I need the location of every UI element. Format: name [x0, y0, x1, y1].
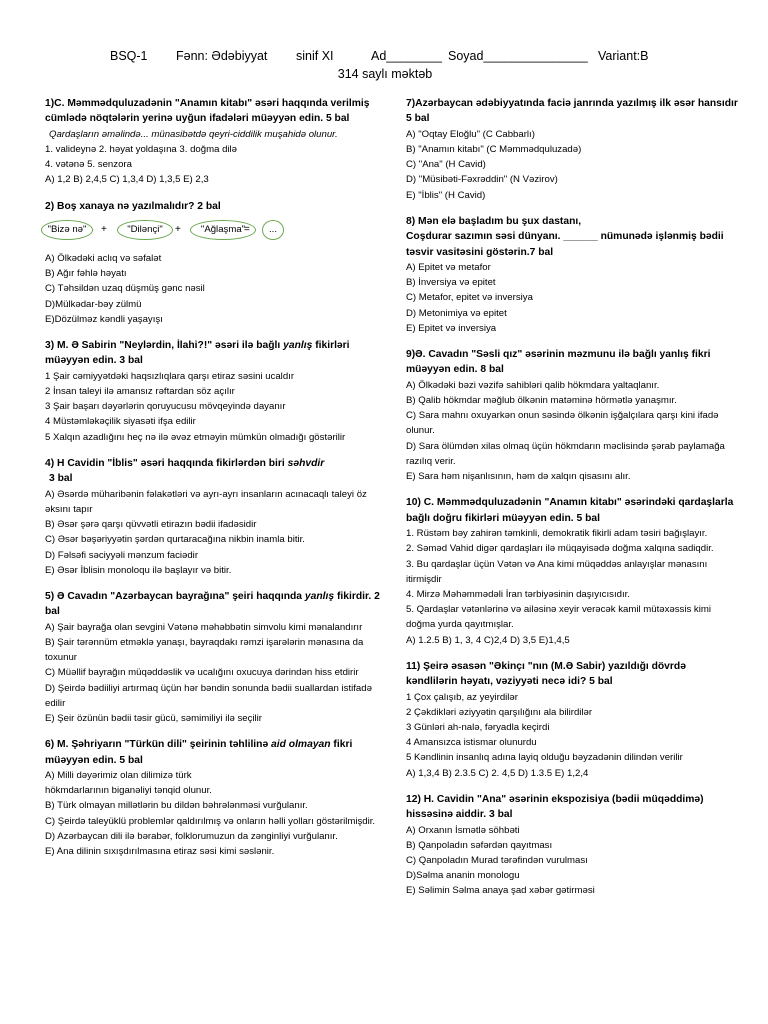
question-title: [45, 589, 380, 620]
option: B) Türk olmayan millətlərin bu dildən bəhrələnməsi vurğulanır.: [45, 800, 308, 812]
question-title: 10) C. Məmmədquluzadənin "Anamın kitabı" əsərindəki qardaşlarla bağlı doğru fikirləri müəyyən edin. 5 bal: [406, 497, 734, 524]
option: D) Fəlsəfi səciyyəli mənzum faciədir: [45, 549, 199, 561]
option: 4. Mirzə Məhəmmədəli İran tərbiyəsinin daşıyıcısıdır.: [406, 588, 630, 600]
option: C) Müəllif bayrağın müqəddəslik və ucalığını oxucuya dərindən hiss etdirir: [45, 667, 359, 679]
option: C) Təhsildən uzaq düşmüş gənc nəsil: [45, 283, 205, 295]
subject: Fənn: Ədəbiyyat: [176, 49, 268, 63]
option: 3 Şair başarı dəyərlərin qoruyucusu mövqeyində dayanır: [45, 401, 286, 413]
surname-field: Soyad_______________: [448, 49, 588, 63]
option: A) Ölkədəki aclıq və səfalət: [45, 253, 162, 265]
title-part: fikirdir. 2 bal: [45, 590, 380, 618]
option: D) Şeirdə bədiiliyi artırmaq üçün hər bəndin sonunda bədii suallardan istifadə edilir: [45, 682, 372, 709]
title-part: fikirləri müəyyən edin. 3 bal: [45, 340, 350, 367]
option: E) Ana dilinin sıxışdırılmasına etiraz səsi kimi səslənir.: [45, 845, 275, 857]
option: E) Əsər İblisin monoloqu ilə başlayır və bitir.: [45, 564, 232, 576]
answer-options: A) 1.2.5 B) 1, 3, 4 C)2,4 D) 3,5 E)1,4,5: [406, 634, 570, 646]
option: 2 Çəkdikləri əziyyətin qarşılığını ala bilirdilər: [406, 706, 593, 718]
option: B) Qalib hökmdar məğlub ölkənin matəminə hörmətlə yanaşmır.: [406, 395, 677, 407]
title-emphasis: səhvdir: [287, 457, 325, 469]
question-title: [406, 214, 740, 260]
option: E) Epitet və inversiya: [406, 322, 497, 334]
title-part: 4) H Cavidin "İblis" əsəri haqqında fikirlərdən biri: [45, 457, 288, 469]
option: C) Əsər bəşəriyyətin şərdən qurtaracağına nikbin inamla bitir.: [45, 534, 305, 546]
option: 4 Müstəmləkəçilik siyasəti ifşa edilir: [45, 416, 196, 428]
option: D)Səlma ananin monologu: [406, 870, 520, 882]
option: 5. Qardaşlar vətənlərinə və ailəsinə xeyir verəcək kamil mütəxəssis kimi doğma yurda qayıtmışlar.: [406, 604, 711, 631]
word-chain: [45, 220, 380, 244]
option: B) Qanpoladın səfərdən qayıtması: [406, 839, 553, 851]
title-emphasis: aid olmayan: [271, 739, 331, 751]
question-7: [406, 96, 740, 203]
question-3: [45, 338, 380, 445]
option: 2 İnsan taleyi ilə amansız rəftardan söz açılır: [45, 386, 235, 398]
option: A) Şair bayrağa olan sevgini Vətənə məhəbbətin simvolu kimi mənalandırır: [45, 621, 363, 633]
option: B) Şair tərənnüm etməklə yanaşı, bayraqdakı rəmzi işarələrin mənasına da toxunur: [45, 636, 364, 664]
question-1: [45, 96, 380, 188]
question-title: [45, 456, 380, 487]
question-10: [406, 495, 740, 647]
name-field: Ad________: [371, 49, 442, 63]
question-title: [45, 737, 380, 768]
title-part: 8) Mən elə başladım bu şux dastanı,: [406, 215, 582, 227]
exam-header: [0, 49, 768, 81]
variant: Variant:B: [598, 49, 649, 63]
option: E) Şeir özünün bədii təsir gücü, səmimiliyi ilə seçilir: [45, 712, 263, 724]
blank-term: ...: [262, 220, 284, 240]
option: E) Sara həm nişanlısının, həm də xalqın qisasını alır.: [406, 471, 631, 483]
option: 1 Şair cəmiyyətdəki haqsızlıqlara qarşı etiraz səsini ucaldır: [45, 370, 295, 382]
option: A) "Oqtay Eloğlu" (C Cabbarlı): [406, 128, 535, 140]
chain-term: "Bizə nə": [41, 220, 93, 240]
option: B) "Anamın kitabı" (C Məmmədquluzadə): [406, 144, 582, 156]
option: E) Səlimin Səlma anaya şad xəbər gətirməsi: [406, 885, 595, 897]
option: D) Sara ölümdən xilas olmaq üçün hökmdarın məclisində şərab paylamağa razılıq verir.: [406, 440, 725, 467]
title-part: 5) Ə Cavadın "Azərbaycan bayrağına" şeiri haqqında: [45, 590, 305, 602]
option: C) Qanpoladın Murad tərəfindən vurulması: [406, 854, 588, 866]
title-emphasis: yanlış: [304, 590, 335, 602]
option: hökmdarlarının biganəliyi tənqid olunur.: [45, 785, 212, 797]
plus-sign: +: [101, 224, 107, 236]
question-2: [45, 199, 380, 327]
chain-term: "Dilənçi": [117, 220, 173, 240]
option: B) Əsər şərə qarşı qüvvətli etirazın bədii ifadəsidir: [45, 519, 257, 531]
option: C) Metafor, epitet və inversiya: [406, 292, 533, 304]
option: 3 Günləri ah-nalə, fəryadla keçirdi: [406, 721, 550, 733]
list-item: 4. vətənə 5. senzora: [45, 159, 132, 171]
list-item: 1. valideynə 2. həyat yoldaşına 3. doğma dilə: [45, 144, 238, 156]
option: B) Ağır fəhlə həyatı: [45, 268, 127, 280]
option: 1 Çox çalışıb, az yeyirdilər: [406, 691, 518, 703]
question-title: 7)Azərbaycan ədəbiyyatında faciə janrında yazılmış ilk əsər hansıdır 5 bal: [406, 98, 738, 125]
plus-sign: +: [175, 224, 181, 236]
option: A) Ölkədəki bəzi vəzifə sahibləri qalib hökmdara yaltaqlanır.: [406, 379, 660, 391]
option: 5 Kəndlinin insanlıq adına layiq olduğu bəyzadənin dilindən verilir: [406, 752, 683, 764]
question-title: 9)Ə. Cavadın "Səsli qız" əsərinin məzmunu ilə bağlı yanlış fikri müəyyən edin. 8 bal: [406, 349, 711, 376]
option: A) Milli dəyərimiz olan dilimizə türk: [45, 769, 192, 781]
title-part: fikri müəyyən edin. 5 bal: [45, 739, 353, 766]
option: E) "İblis" (H Cavid): [406, 189, 486, 201]
school-name: 314 saylı məktəb: [337, 67, 433, 81]
question-5: [45, 589, 380, 726]
option: 4 Amansızca istismar olunurdu: [406, 737, 537, 749]
title-part: 6) M. Şəhriyarın "Türkün dili" şeirinin təhlilinə: [45, 739, 272, 751]
left-column: [45, 96, 380, 870]
option: 3. Bu qardaşlar üçün Vətən və Ana kimi müqəddəs anlayışlar mənasını itirmişdir: [406, 558, 708, 585]
exam-code: BSQ-1: [110, 49, 148, 63]
option: D) Azərbaycan dili ilə bərabər, folklorumuzun da zənginliyi vurğulanır.: [45, 830, 338, 842]
question-prompt: Qardaşların əməlində... münasibətdə qeyri-ciddilik muşahidə olunur.: [49, 128, 338, 140]
question-6: [45, 737, 380, 859]
option: 1. Rüstəm bəy zahirən təmkinli, demokratik fikirli adam təsiri bağışlayır.: [406, 528, 708, 540]
option: A) Orxanın İsmətlə söhbəti: [406, 824, 520, 836]
question-title: 2) Boş xanaya nə yazılmalıdır? 2 bal: [45, 200, 221, 212]
option: A) Epitet və metafor: [406, 262, 491, 274]
option: E)Dözülməz kəndli yaşayışı: [45, 313, 163, 325]
option: 2. Səməd Vahid digər qardaşları ilə müqayisədə doğma xalqına sadiqdir.: [406, 543, 714, 555]
option: C) Şeirdə taleyüklü problemlər qaldırılmış və onların həlli yolları göstərilmişdir.: [45, 815, 376, 827]
question-8: [406, 214, 740, 336]
option: D) Metonimiya və epitet: [406, 307, 507, 319]
option: D)Mülkədar-bəy zülmü: [45, 298, 142, 310]
title-emphasis: yanlış: [283, 340, 313, 352]
class-level: sinif XI: [296, 49, 334, 63]
title-part: Coşdurar sazımın səsi dünyanı. ______ nümunədə işlənmiş bədii təsvir vasitəsini göstərin.7 bal: [406, 231, 724, 258]
option: D) "Müsibəti-Fəxrəddin" (N Vəzirov): [406, 174, 558, 186]
chain-term: "Ağlaşma": [190, 220, 256, 240]
question-4: [45, 456, 380, 578]
question-title: [45, 338, 380, 369]
answer-options: A) 1,3,4 B) 2.3.5 C) 2. 4,5 D) 1.3.5 E) 1,2,4: [406, 767, 589, 779]
right-column: [406, 96, 740, 910]
question-9: [406, 347, 740, 484]
header-line: [0, 49, 768, 65]
equals-sign: =: [244, 224, 250, 236]
title-part: 3) M. Ə Sabirin "Neylərdin, İlahi?!" əsəri ilə bağlı: [45, 340, 284, 352]
question-12: [406, 792, 740, 899]
question-title: 1)C. Məmmədquluzadənin "Anamın kitabı" əsəri haqqında verilmiş cümlədə nöqtələrin yerinə uyğun ifadələri müəyyən edin. 5 bal: [45, 98, 370, 125]
option: B) İnversiya və epitet: [406, 277, 496, 289]
option: C) "Ana" (H Cavid): [406, 159, 486, 171]
option: C) Sara mahnı oxuyarkən onun səsində ölkənin işğalçılara qarşı kini ifadə olunur.: [406, 410, 719, 437]
option: A) Əsərdə müharibənin fəlakətləri və ayrı-ayrı insanların acınacaqlı taleyi öz əksını tapır: [45, 488, 367, 515]
question-title: 12) H. Cavidin "Ana" əsərinin ekspozisiya (bədii müqəddimə) hissəsinə aiddir. 3 bal: [406, 793, 704, 821]
title-part: 3 bal: [49, 473, 73, 485]
question-11: [406, 659, 740, 781]
option: 5 Xalqın azadlığını heç nə ilə əvəz etməyin mümkün olmadığı göstərilir: [45, 431, 346, 443]
answer-options: A) 1,2 B) 2,4,5 C) 1,3,4 D) 1,3,5 E) 2,3: [45, 174, 209, 186]
question-title: 11) Şeirə əsasən "Əkinçı "nın (M.Ə Sabir) yazıldığı dövrdə kəndlilərin həyatı, vəziyyəti necə idi? 5 bal: [406, 660, 686, 688]
